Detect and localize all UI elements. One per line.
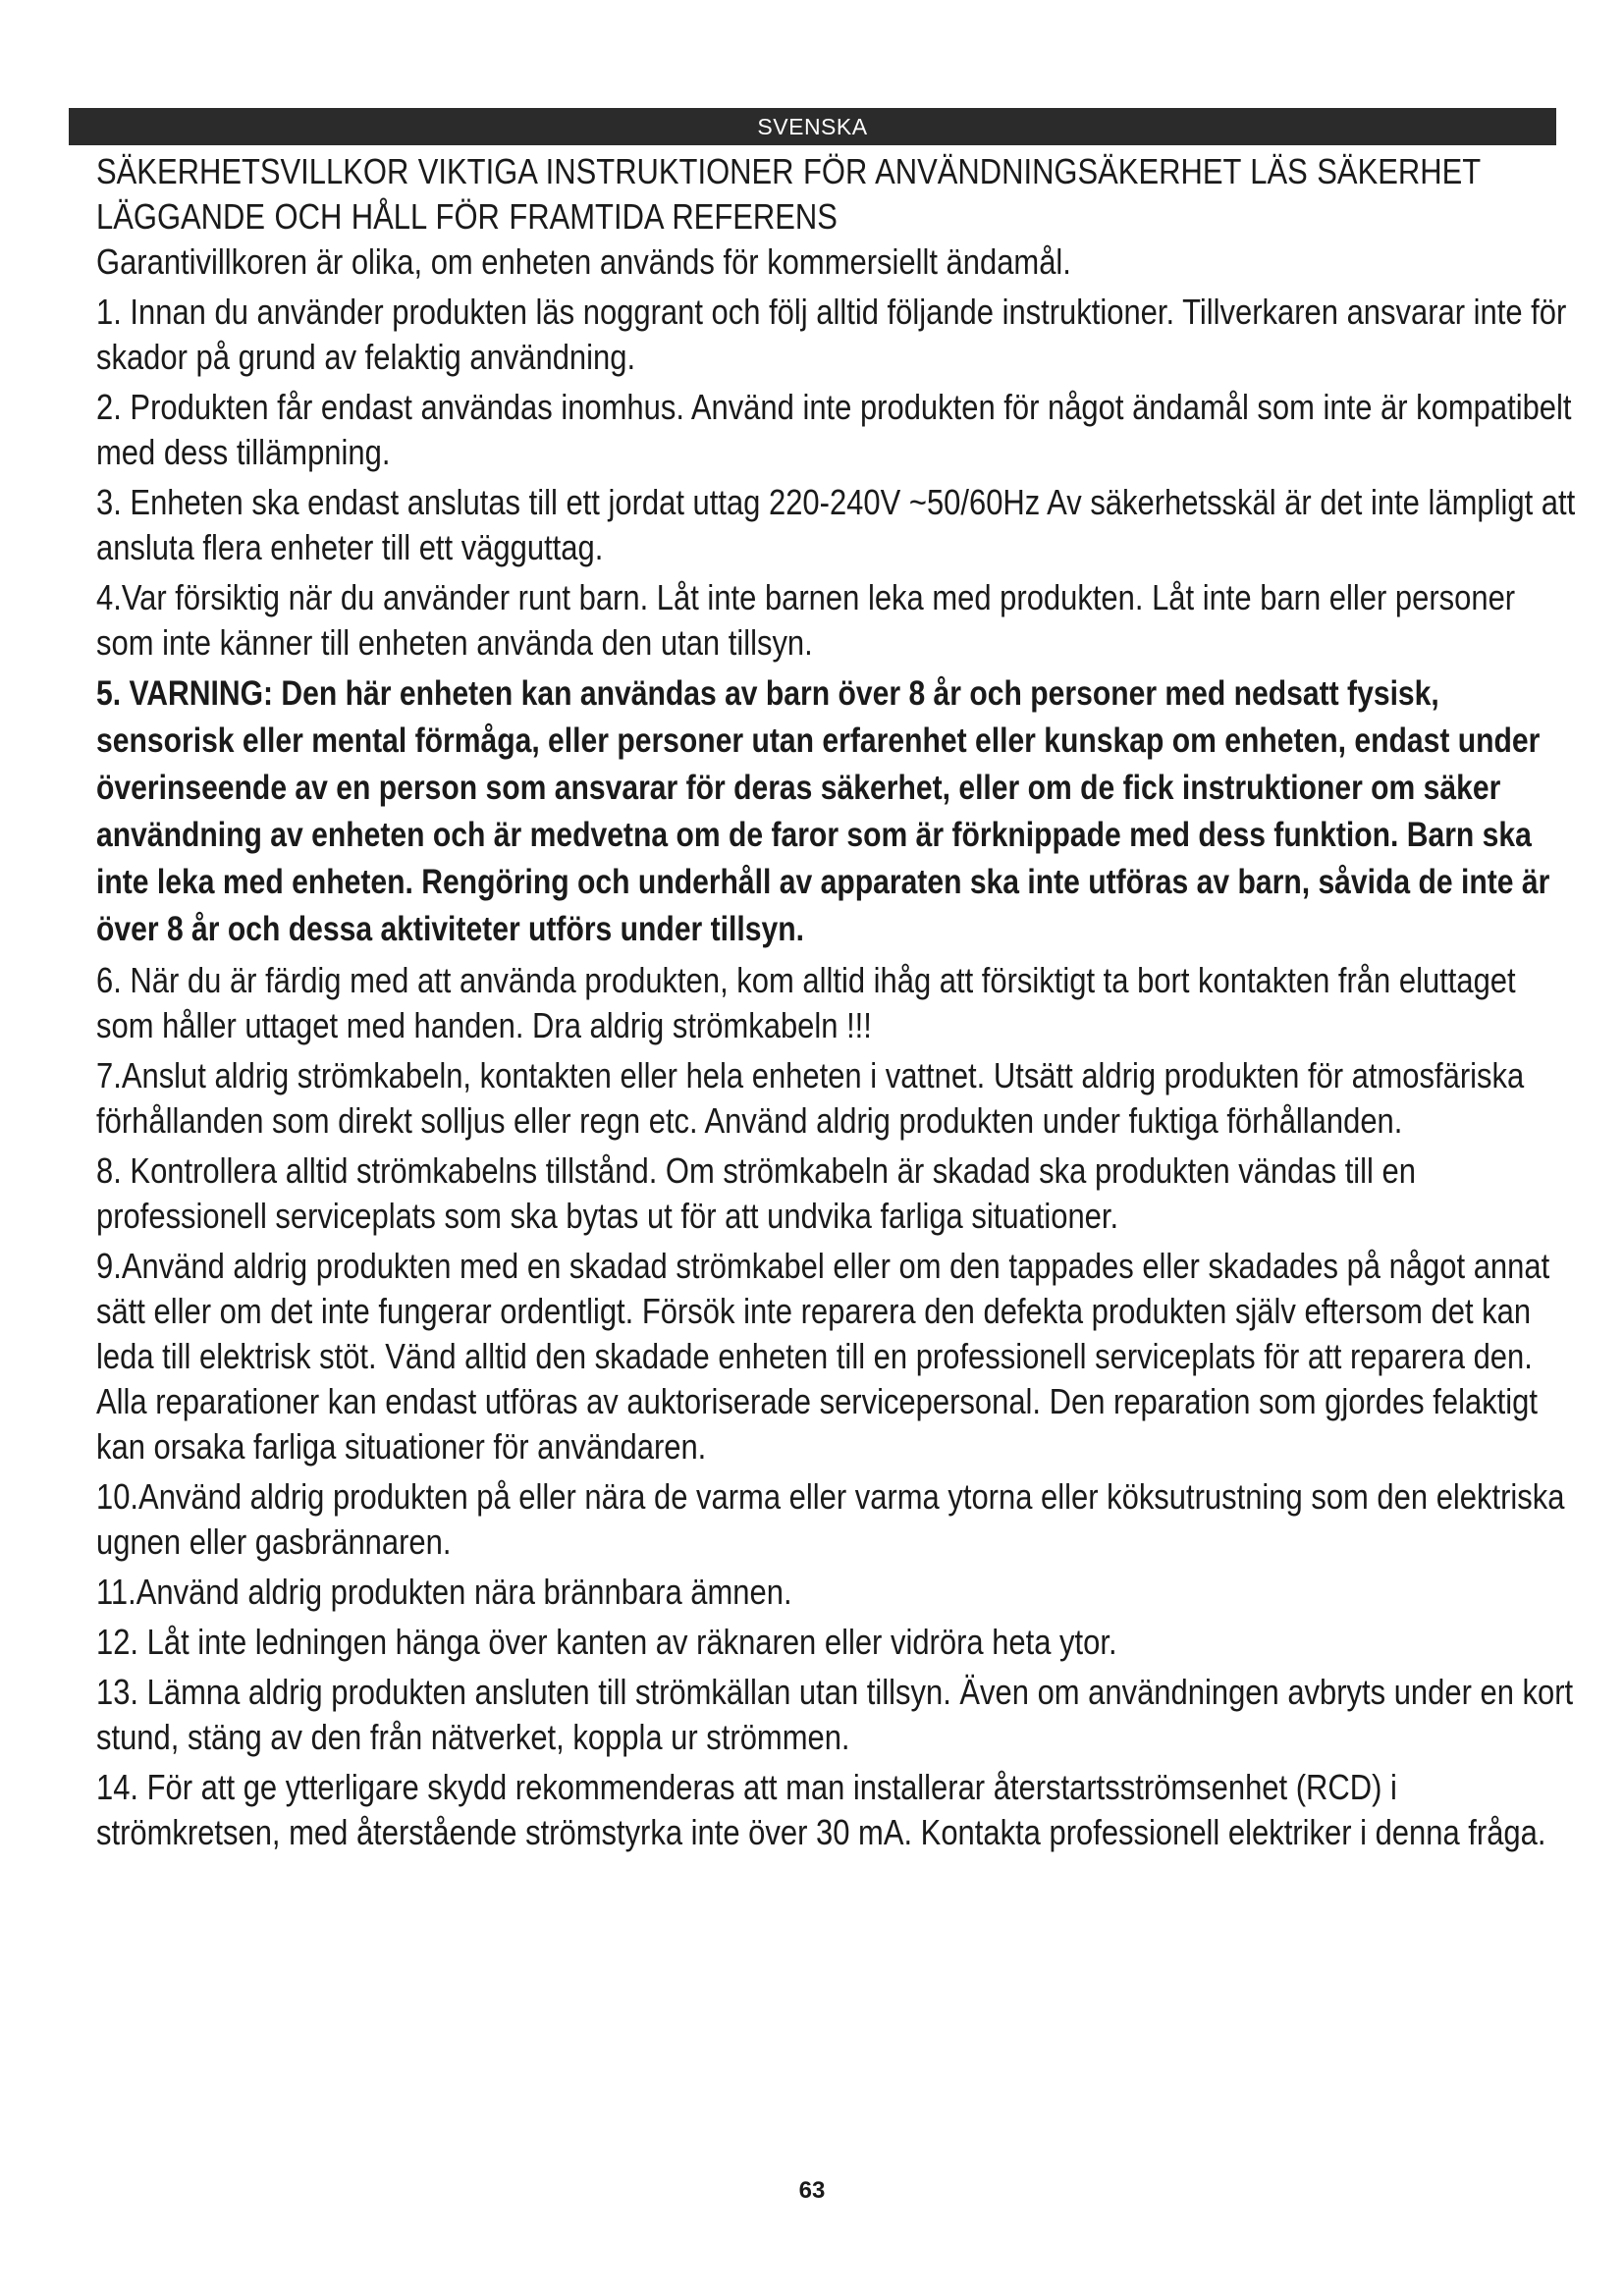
instruction-10: 10.Använd aldrig produkten på eller nära de varma eller varma ytorna eller köksutrustning som den elektriska ugnen eller gasbrännaren. xyxy=(96,1476,1565,1562)
instruction-5-warning: 5. VARNING: Den här enheten kan användas av barn över 8 år och personer med nedsatt fysisk, sensorisk eller mental förmåga, eller personer utan erfarenhet eller kunskap om enheten, endast under överinseende av en person som ansvarar för deras säkerhet, eller om de fick instruktioner om säker användning av enheten och är medvetna om de faror som är förknippade med dess funktion. Barn ska inte leka med enheten. Rengöring och underhåll av apparaten ska inte utföras av barn, såvida de inte är över 8 år och dessa aktiviteter utförs under tillsyn. xyxy=(96,674,1550,948)
instruction-4: 4.Var försiktig när du använder runt barn. Låt inte barnen leka med produkten. Låt inte barn eller personer som inte känner till enheten använda den utan tillsyn. xyxy=(96,577,1516,663)
safety-heading: SÄKERHETSVILLKOR VIKTIGA INSTRUKTIONER FÖR ANVÄNDNINGSÄKERHET LÄS SÄKERHET LÄGGANDE OCH HÅLL FÖR FRAMTIDA REFERENS xyxy=(96,151,1481,237)
instruction-9: 9.Använd aldrig produkten med en skadad strömkabel eller om den tappades eller skadades på något annat sätt eller om det inte fungerar ordentligt. Försök inte reparera den defekta produkten själv eftersom det kan leda till elektrisk stöt. Vänd alltid den skadade enheten till en professionell serviceplats för att reparera den. Alla reparationer kan endast utföras av auktoriserade servicepersonal. Den reparation som gjordes felaktigt kan orsaka farliga situationer för användaren. xyxy=(96,1246,1550,1467)
instruction-2: 2. Produkten får endast användas inomhus. Använd inte produkten för något ändamål som inte är kompatibelt med dess tillämpning. xyxy=(96,387,1572,472)
instruction-3: 3. Enheten ska endast anslutas till ett jordat uttag 220-240V ~50/60Hz Av säkerhetsskäl är det inte lämpligt att ansluta flera enheter till ett vägguttag. xyxy=(96,482,1576,567)
instruction-6: 6. När du är färdig med att använda produkten, kom alltid ihåg att försiktigt ta bort kontakten från eluttaget som håller uttaget med handen. Dra aldrig strömkabeln !!! xyxy=(96,960,1516,1045)
instruction-12: 12. Låt inte ledningen hänga över kanten av räknaren eller vidröra heta ytor. xyxy=(96,1622,1117,1662)
instructions-list xyxy=(96,240,1580,1855)
instruction-14: 14. För att ge ytterligare skydd rekommenderas att man installerar återstartsströmsenhet (RCD) i strömkretsen, med återstående strömstyrka inte över 30 mA. Kontakta professionell elektriker i denna fråga. xyxy=(96,1767,1546,1852)
instruction-13: 13. Lämna aldrig produkten ansluten till strömkällan utan tillsyn. Även om användningen avbryts under en kort stund, stäng av den från nätverket, koppla ur strömmen. xyxy=(96,1672,1574,1757)
instruction-11: 11.Använd aldrig produkten nära brännbara ämnen. xyxy=(96,1572,792,1612)
page-number: 63 xyxy=(798,2177,826,2204)
instruction-1: 1. Innan du använder produkten läs noggrant och följ alltid följande instruktioner. Tillverkaren ansvarar inte för skador på grund av felaktig användning. xyxy=(96,292,1567,377)
instruction-8: 8. Kontrollera alltid strömkabelns tillstånd. Om strömkabeln är skadad ska produkten vändas till en professionell serviceplats som ska bytas ut för att undvika farliga situationer. xyxy=(96,1150,1416,1236)
language-header-bar: SVENSKA xyxy=(69,108,1556,145)
manual-page xyxy=(69,108,1576,1860)
instruction-7: 7.Anslut aldrig strömkabeln, kontakten eller hela enheten i vattnet. Utsätt aldrig produkten för atmosfäriska förhållanden som direkt solljus eller regn etc. Använd aldrig produkten under fuktiga förhållanden. xyxy=(96,1055,1525,1141)
intro-paragraph: Garantivillkoren är olika, om enheten används för kommersiellt ändamål. xyxy=(96,241,1071,282)
